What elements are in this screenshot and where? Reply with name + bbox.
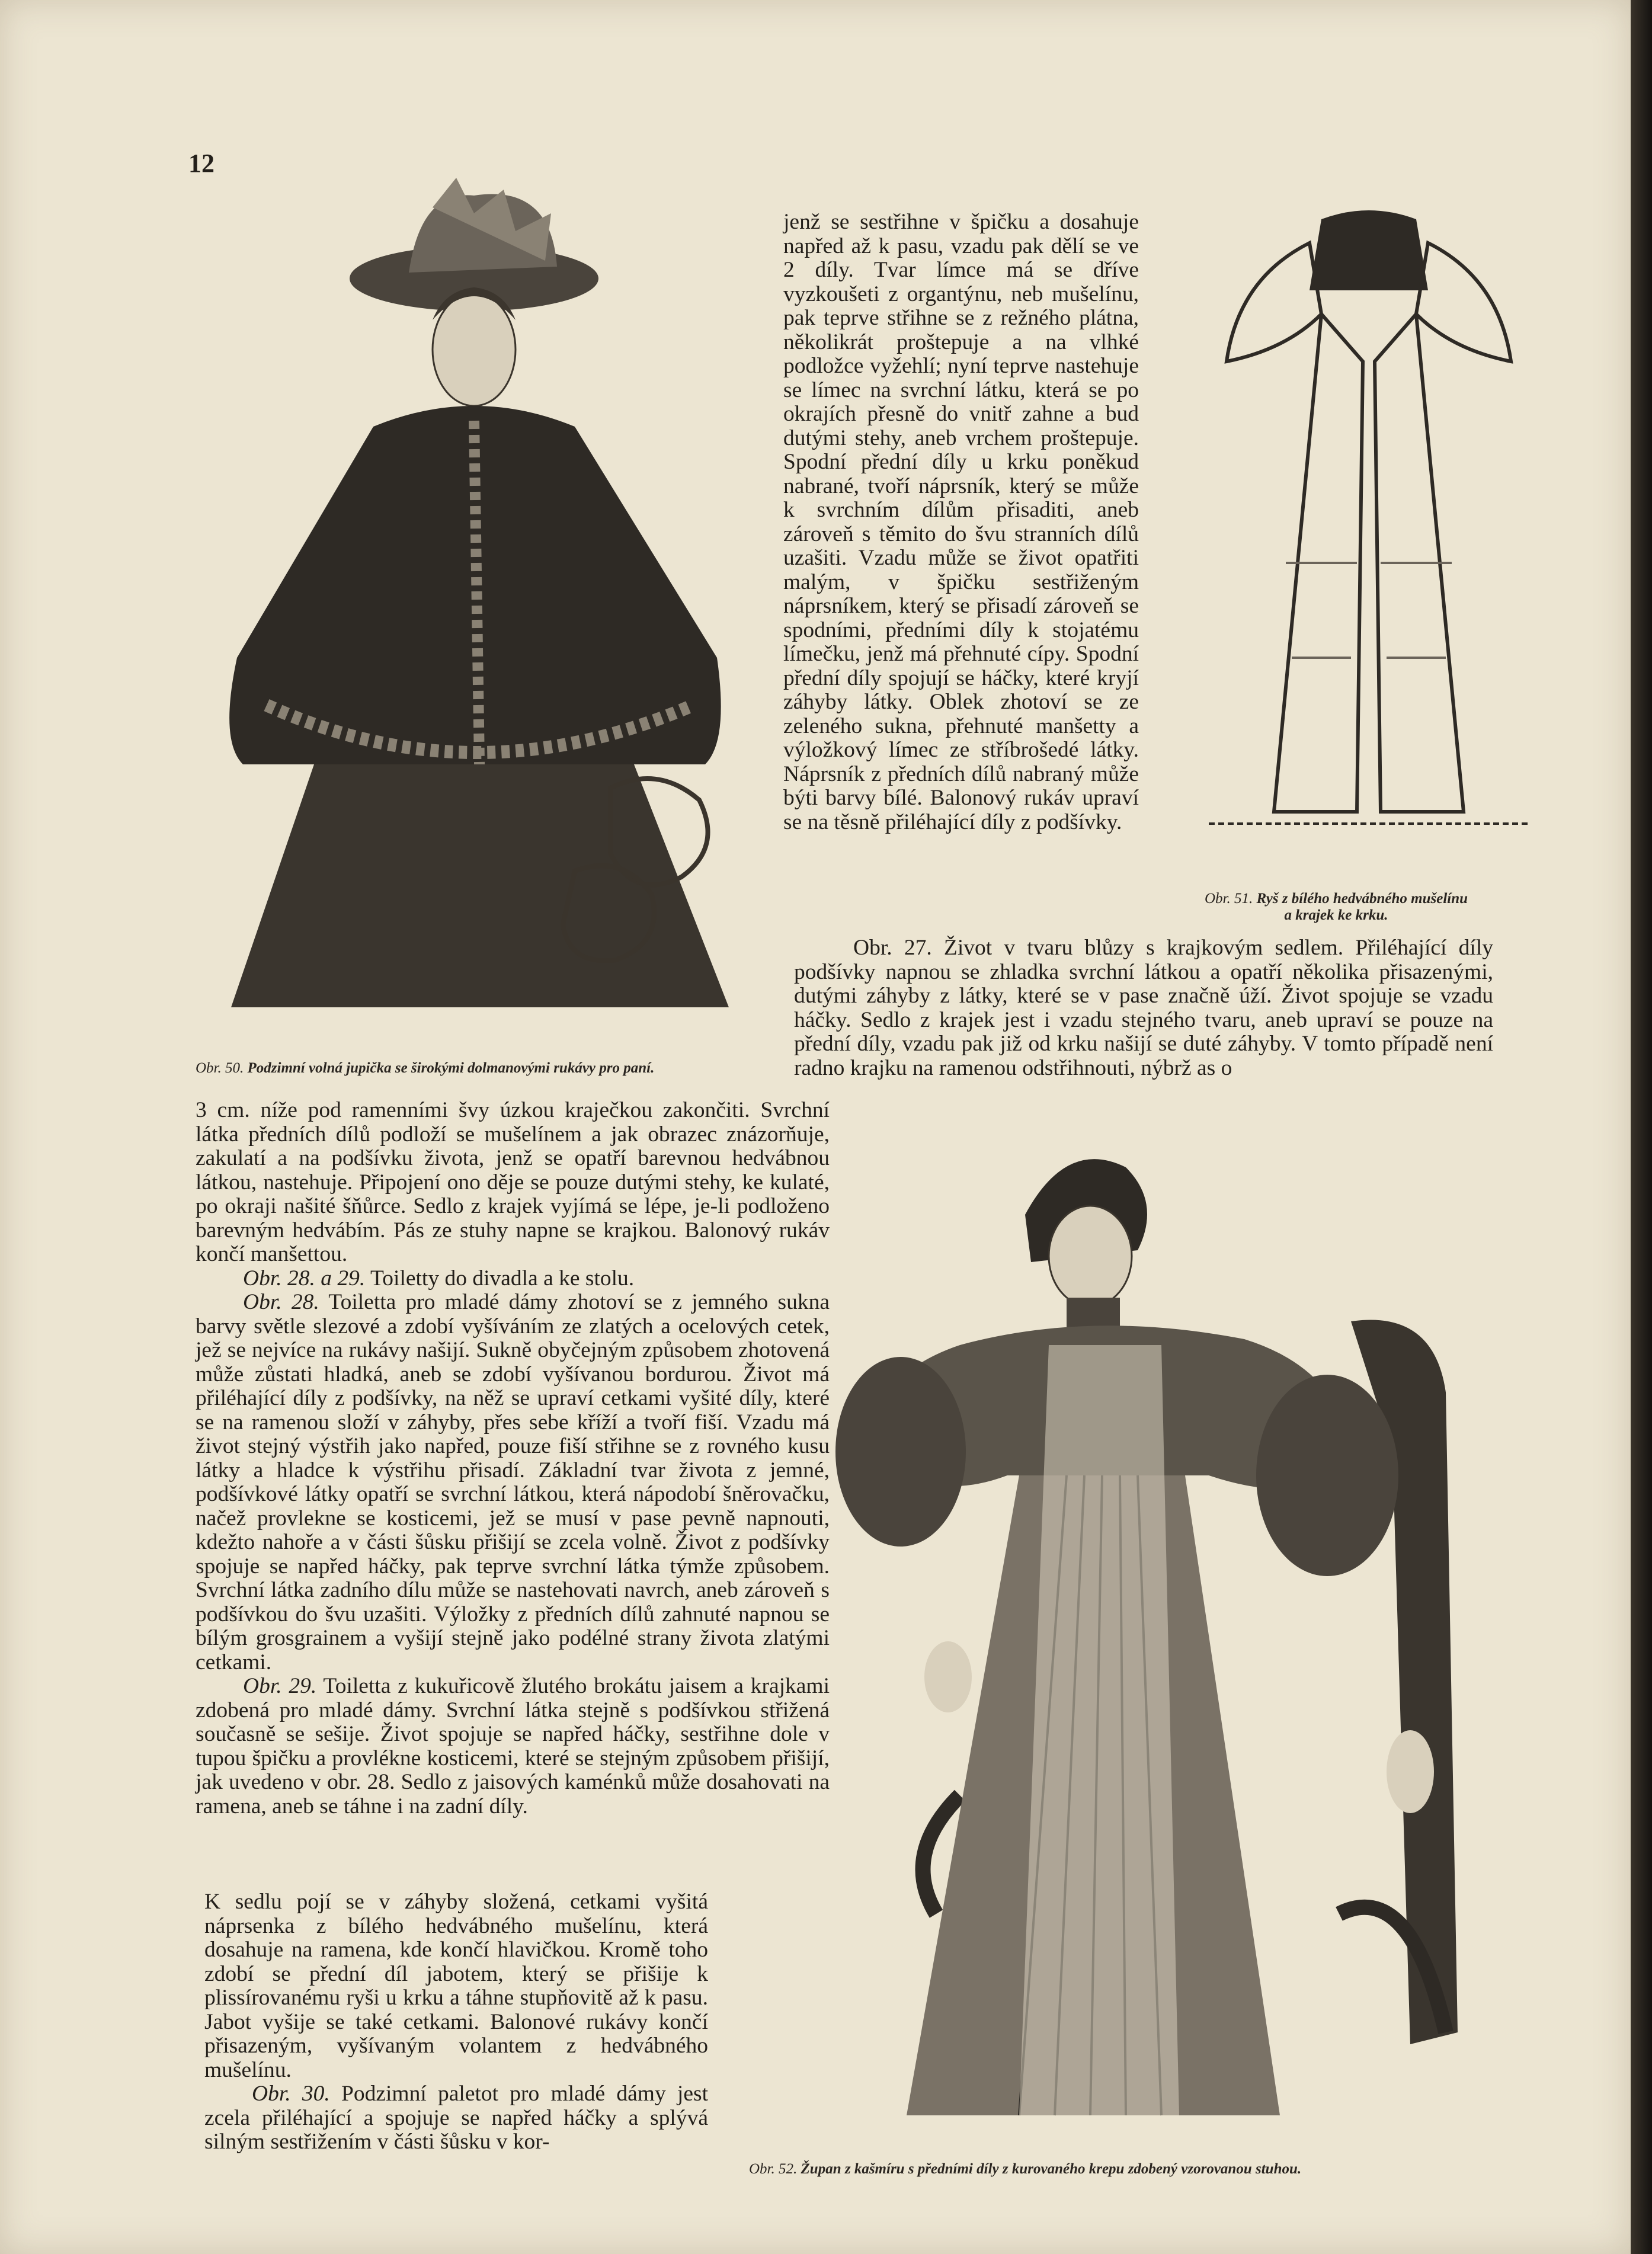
left-column-text-narrow <box>204 1890 708 2154</box>
right-column-paragraph: jenž se sestřihne v špičku a dosahuje napřed až k pasu, vzadu pak dělí se ve 2 díly. Tvar límce má se dříve vyzkoušeti z organtýnu, neb mušelínu, pak teprve střihne se z režného plátna, několikrát proštepuje a na vlhké podložce vyžehlí; nyní teprve nastehuje se límec na svrchní látku, která se po okrajích přesně do vnitř zahne a bud dutými stehy, aneb vrchem proštepuje. Spodní přední díly u krku poněkud nabrané, tvoří náprsník, který se může k svrchním dílům přisaditi, aneb zároveň s těmito do švu stranních dílů uzašiti. Vzadu může se život opatřiti malým, v špičku sestřiženým náprsníkem, který se přisadí zároveň se spodními, předními díly k stojatému límečku, jenž má přehnuté cípy. Spodní přední díly spojují se háčky, které kryjí záhyby látky. Oblek zhotoví se ze zeleného sukna, přehnuté manšetty a výložkový límec ze stříbrošedé látky. Náprsník z předních dílů nabraný může býti barvy bílé. Balonový rukáv upraví se na těsně přiléhající díly z podšívky. <box>783 210 1139 834</box>
left-paragraph-1: 3 cm. níže pod ramenními švy úzkou kraječkou zakončiti. Svrchní látka předních dílů podloží se mušelínem a jak obrazec znázorňuje, zakulatí a na podšívku života, jenž se opatří barevnou hedvábnou látkou, nastehuje. Připojení ono děje se pouze dutými stehy, ke kulaté, po okraji našité šňůrce. Sedlo z krajek vyjímá se lépe, je-li podloženo barevným hedvábím. Pás ze stuhy napne se krajkou. Balonový rukáv končí manšettou. <box>196 1098 830 1266</box>
left-paragraph-3 <box>196 1291 830 1675</box>
obr-29-label: Obr. 29. <box>243 1674 317 1698</box>
ruff-engraving <box>1203 207 1535 835</box>
figure-50-label: Obr. 50. <box>196 1060 244 1076</box>
figure-52-label: Obr. 52. <box>749 2161 798 2177</box>
figure-52-caption-text: Župan z kašmíru s předními díly z kurovaného krepu zdobený vzorovanou stuhou. <box>801 2161 1302 2177</box>
gown-engraving <box>830 1144 1499 2127</box>
obr-29-text-a: Toiletta z kukuřicově žlutého brokátu jaisem a krajkami zdobená pro mladé dámy. Svrchní látka stejně s podšívkou střižená současně se sešije. Život spojuje se napřed háčky, sestřihne dole v tupou špičku a provlékne kosticemi, které se stejným způsobem přišijí, jak uvedeno v obr. 28. Sedlo z jaisových kaménků může dosahovati na ramena, aneb se táhne i na zadní díly. <box>196 1674 830 1818</box>
obr-28-29-text: Toiletty do divadla a ke stolu. <box>370 1266 635 1291</box>
figure-52-illustration <box>830 1144 1499 2127</box>
obr-27-label: Obr. 27. <box>853 936 932 960</box>
left-paragraph-4b: K sedlu pojí se v záhyby složená, cetkami vyšitá náprsenka z bílého hedvábného mušelínu, která dosahuje na ramena, kde končí hlavičkou. Kromě toho zdobí se přední díl jabotem, který se přišije k plissírovanému ryši u krku a táhne stupňovitě až k pasu. Jabot vyšije se také cetkami. Balonové rukávy končí přisazeným, vyšívaným volantem z hedvábného mušelínu. <box>204 1890 708 2082</box>
left-paragraph-2 <box>196 1267 830 1291</box>
obr-28-label: Obr. 28. <box>243 1290 319 1314</box>
figure-50-illustration <box>196 172 764 1007</box>
coat-engraving <box>196 172 764 1007</box>
figure-51-illustration <box>1203 207 1535 835</box>
right-column-top-text <box>783 210 1139 834</box>
figure-51-caption-line2: a krajek ke krku. <box>1284 907 1388 923</box>
page-number: 12 <box>188 149 214 178</box>
obr-30-text: Podzimní paletot pro mladé dámy jest zcela přiléhající a spojuje se napřed háčky a splývá silným sestřižením v části šůsku v kor- <box>204 2082 709 2154</box>
page-edge-shadow <box>1631 0 1652 2254</box>
figure-52-caption <box>749 2161 1301 2178</box>
figure-51-label: Obr. 51. <box>1204 891 1253 907</box>
figure-51-caption <box>1170 891 1502 924</box>
obr-30-label: Obr. 30. <box>252 2082 330 2106</box>
obr-28-text: Toiletta pro mladé dámy zhotoví se z jemného sukna barvy světle slezové a zdobí vyšíváním ze zlatých a ocelových cetek, jež se nejvíce na rukávy našijí. Sukně obyčejným způsobem zhotovená může zůstati hladká, aneb se zdobí vyšívanou bordurou. Život má přiléhající díly z podšívky, na něž se upraví cetkami vyšité díly, které se na ramenou složí v záhyby, přes sebe kříží a tvoří fiší. Vzadu má život stejný výstřih jako napřed, pouze fiší střihne se z rovného kusu látky a hladce k výstřihu přisadí. Základní tvar života z jemné, podšívkové látky opatří se svrchní látkou, která nápodobí šněrovačku, načež provlekne se kosticemi, jež se musí v pase pevně napnouti, kdežto nahoře a v části šůsku přišijí se zcela volně. Život z podšívky spojuje se napřed háčky, pak teprve svrchní látka týmže způsobem. Svrchní látka zadního dílu může se nastehovati navrch, aneb zároveň s podšívkou do švu uzašiti. Výložky z předních dílů zahnuté napnou se bílým grosgrainem a vyšijí stejně jako podélné strany života zlatými cetkami. <box>196 1290 830 1675</box>
figure-50-caption <box>196 1060 654 1077</box>
left-paragraph-5 <box>204 2082 708 2154</box>
left-paragraph-4 <box>196 1675 830 1818</box>
left-column-text <box>196 1099 830 1818</box>
obr-28-29-label: Obr. 28. a 29. <box>243 1266 366 1291</box>
paragraph-obr-27 <box>794 936 1493 1080</box>
figure-50-caption-text: Podzimní volná jupička se širokými dolmanovými rukávy pro paní. <box>247 1060 655 1076</box>
obr-27-text: Život v tvaru blůzy s krajkovým sedlem. Přiléhající díly podšívky napnou se zhladka svrchní látkou a opatří několika přisazenými, dutými záhyby z látky, které se v pase značně úží. Život spojuje se vzadu háčky. Sedlo z krajek jest i vzadu stejného tvaru, aneb upraví se pouze na přední díly, vzadu pak již od krku našijí se duté záhyby. V tomto případě není radno krajku na ramenou odstřihnouti, nýbrž as o <box>794 936 1493 1080</box>
figure-51-caption-line1: Ryš z bílého hedvábného mušelínu <box>1256 891 1468 907</box>
